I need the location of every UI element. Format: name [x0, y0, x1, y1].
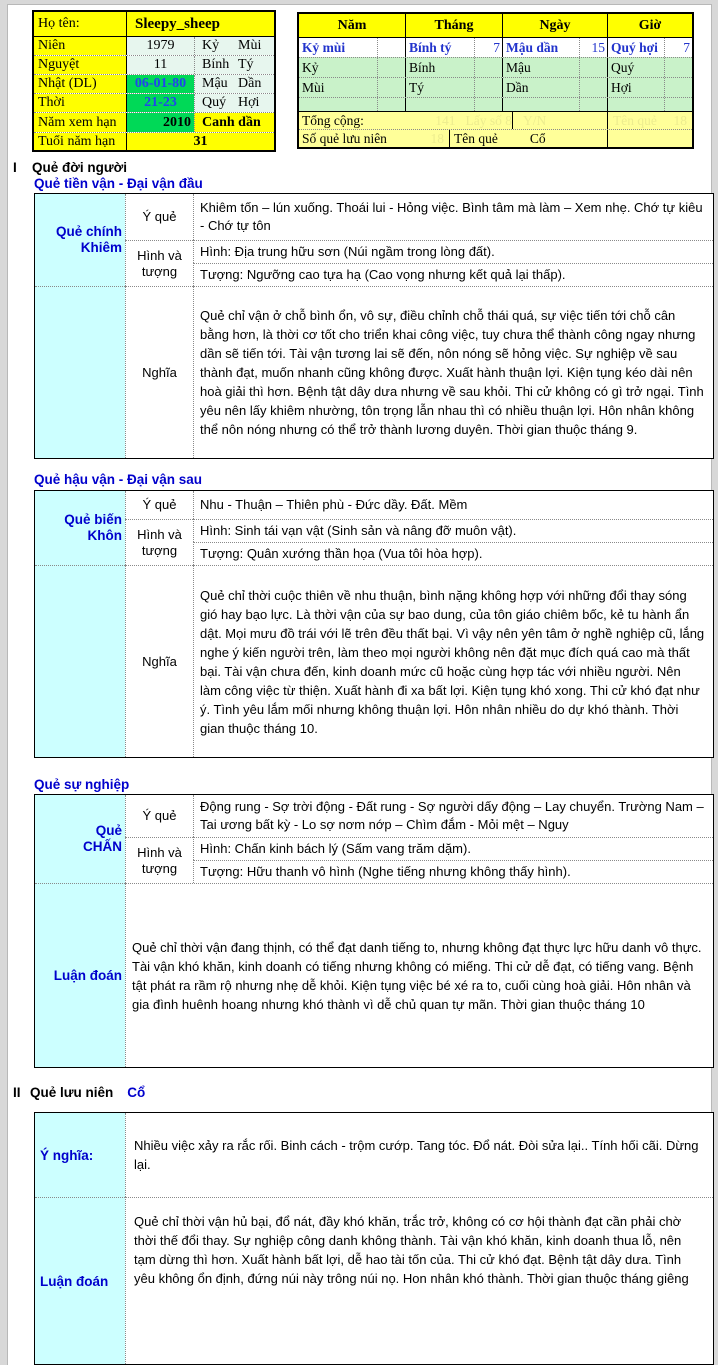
nam-xem-han-label: Năm xem hạn	[34, 113, 126, 132]
info-row-tuoi-nam-han	[34, 132, 274, 150]
nghia-label-1: Nghĩa	[125, 286, 193, 458]
so-que-faint-value: 18	[430, 130, 444, 146]
info-row-nhat	[34, 74, 274, 93]
section-ii-title: Quẻ lưu niên	[30, 1085, 114, 1100]
luan-doan-text-3: Quẻ chỉ thời vận đang thịnh, có thể đạt danh tiếng to, nhưng không đạt thực lực hữu danh vô thực. Tài vận khó khăn, kinh doanh có tiếng nhưng không có miếng. Thi cử dễ đạt, có tiếng vang. Bệnh tật phát ra rầm rộ nhưng nhẹ dễ khỏi. Kiện tụng việc bé xé ra to, cuối cùng hoà giải. Hôn nhân và gia đình huênh hoang nhưng khó thành vì dễ chủ quan tự mãn. Thời gian thuộc tháng 10	[125, 883, 713, 1067]
thoi-value: 21-23	[126, 94, 194, 112]
hinh-text-2: Hình: Sinh tái vạn vật (Sinh sản và nâng đỡ muôn vật).	[193, 519, 713, 542]
header-nam: Năm	[337, 17, 367, 33]
pillar-thang: Bính tý 7	[405, 38, 502, 57]
can-ngay: Mậu	[506, 59, 531, 75]
nien-label: Niên	[34, 37, 126, 55]
section-i-numeral: I	[13, 160, 17, 175]
hau-van-header: Quẻ hậu vận - Đại vận sau	[34, 472, 203, 487]
su-nghiep-table	[34, 794, 714, 1068]
hinh-text-1: Hình: Địa trung hữu sơn (Núi ngầm trong lòng đất).	[193, 240, 713, 263]
header-gio: Giờ	[607, 14, 692, 37]
tuoi-nam-han-value: 31	[126, 133, 274, 150]
que-bien-empty-cell	[35, 565, 125, 757]
totals-row	[299, 111, 692, 129]
tong-cong-faint-note: Lấy số 8	[465, 112, 512, 128]
que-chinh-empty-cell	[35, 286, 125, 458]
thoi-chi: Hợi	[238, 95, 260, 110]
chi-nam: Mùi	[302, 79, 325, 95]
nghia-text-1: Quẻ chỉ vận ở chỗ bình ổn, vô sự, điều chỉnh chỗ thái quá, sự việc tiến tới chỗ cân bằng hơn, là thời cơ tốt cho triển khai công việc, tuy chưa thể thành công ngay nhưng dần sẽ tiến tới. Tài vận tương lai sẽ đến, nôn nóng sẽ hỏng việc. Sự nghiệp về sau thành đạt, muốn nhanh cũng không được. Xuất hành thuận lợi. Kiện tụng kéo dài nên hoà giải thì hơn. Bệnh tật dây dưa nhưng về sau khỏi. Thi cử không có gì trở ngại. Tình yêu nên lấy khiêm nhường, tôn trọng lẫn nhau thì có nhiều thuận lợi. Hôn nhân không thể nôn nóng nhưng có thể trở thành lương duyên. Thời gian thuộc tháng 9.	[193, 286, 713, 458]
y-que-label-1: Ý quẻ	[125, 194, 193, 240]
pillars-name-row	[299, 37, 692, 57]
tong-cong-faint-sum: 141	[435, 112, 456, 128]
section-i-title: Quẻ đời người	[32, 160, 127, 175]
y-que-text-3: Động rung - Sợ trời động - Đất rung - Sợ người dấy động – Lay chuyển. Trường Nam – Tai ương bất kỳ - Lo sợ nơm nớp – Chìm đắm - Mỏi mệt – Nguy	[193, 795, 713, 837]
y-que-label-3: Ý quẻ	[125, 795, 193, 837]
thoi-can: Quý	[202, 95, 227, 110]
nghia-text-2: Quẻ chỉ thời cuộc thiên về nhu thuận, bình nặng không hợp với những đổi thay sóng gió hay bạo lực. Là thời vận của sự bao dung, của tôn giáo chiêm bốc, kẻ tu hành ẩn dật. Mọi mưu đồ trái với lẽ trên đều thất bại. Vì vậy nên yên tâm ở nghề nghiệp cũ, lắng nghe ý kiến người trên, làm theo mọi người không nên đặt mục đích quá cao mà thất bại. Tài vận chưa đến, kinh doanh mức cũ hoặc cùng hợp tác với nhiều người. Nên làm công việc từ thiện. Xuất hành đi xa bất lợi. Kiện tụng khó xong. Thi cử khó đạt như ý. Tình yêu lắm mối nhưng không thuận lợi. Hôn nhân nhiều do dự khó thành. Thời gian thuộc tháng 10.	[193, 565, 713, 757]
nguyet-chi: Tý	[238, 57, 254, 72]
tuong-text-1: Tượng: Ngưỡng cao tựa hạ (Cao vọng nhưng kết quả lại thấp).	[193, 263, 713, 286]
hinh-tuong-label-1: Hình và tượng	[125, 240, 193, 286]
que-bien-label: Quẻ biến Khôn	[35, 491, 125, 565]
ten-que-value: Cổ	[529, 130, 546, 146]
ho-ten-label: Họ tên:	[34, 12, 126, 36]
pillar-gio: Quý hợi 7	[607, 38, 692, 57]
nghia-label-2: Nghĩa	[125, 565, 193, 757]
nam-xem-han-value: 2010	[126, 113, 194, 132]
tong-cong-faint-flag: Y/N	[523, 112, 547, 128]
nien-value: 1979	[126, 37, 194, 55]
ten-que-label: Tên quẻ	[454, 130, 498, 146]
tien-van-table	[34, 193, 714, 459]
su-nghiep-header: Quẻ sự nghiệp	[34, 777, 130, 792]
pillars-empty-row	[299, 97, 692, 111]
can-thang: Bính	[409, 59, 436, 75]
hau-van-table	[34, 490, 714, 758]
nhat-can: Mậu	[202, 76, 228, 91]
tuong-text-2: Tượng: Quân xướng thần họa (Vua tôi hòa hợp).	[193, 542, 713, 565]
tong-cong-faint-tenque: Tên quẻ	[613, 112, 657, 128]
section-ii-title-line	[30, 1085, 145, 1100]
y-que-label-2: Ý quẻ	[125, 491, 193, 519]
y-nghia-text: Nhiều việc xảy ra rắc rối. Binh cách - trộm cướp. Tang tóc. Đổ nát. Đòi sửa lại.. Tính hối cãi. Dừng lại.	[125, 1113, 713, 1197]
pillar-ngay: Mậu dần 15	[502, 38, 607, 57]
nhat-canchi	[194, 75, 274, 93]
nguyet-canchi	[194, 56, 274, 74]
can-nam: Kỷ	[302, 59, 319, 75]
section-ii-que-name: Cổ	[127, 1085, 146, 1100]
tien-van-header: Quẻ tiền vận - Đại vận đầu	[34, 176, 203, 191]
chi-gio: Hợi	[611, 79, 632, 95]
tuoi-nam-han-label: Tuổi năm hạn	[34, 133, 126, 150]
thoi-canchi	[194, 94, 274, 112]
tuong-text-3: Tượng: Hữu thanh vô hình (Nghe tiếng nhưng không thấy hình).	[193, 860, 713, 883]
info-row-nguyet	[34, 55, 274, 74]
nhat-value: 06-01-80	[126, 75, 194, 93]
nien-chi: Mùi	[238, 38, 262, 53]
nien-can: Kỷ	[202, 38, 220, 53]
hinh-text-3: Hình: Chấn kinh bách lý (Sấm vang trăm dặm).	[193, 837, 713, 860]
nhat-chi: Dần	[238, 76, 262, 91]
luan-doan-text-ii: Quẻ chỉ thời vận hủ bại, đổ nát, đầy khó khăn, trắc trở, không có cơ hội thành đạt cần phải chờ thời thế đổi thay. Sự nghiệp công danh không thành. Tài vận khó khăn, kinh doanh thua lỗ, nên tạm dừng thì hơn. Xuất hành bất lợi, dễ hao tài tốn của. Thi cử khó đạt. Bệnh tật dây dưa. Tình yêu không ổn định, đứng núi này trông núi nọ. Hon nhân khó thành. Thời gian thuộc tháng giêng	[125, 1197, 713, 1364]
nguyet-can: Bính	[202, 57, 230, 72]
can-gio: Quý	[611, 59, 635, 75]
nhat-label: Nhật (DL)	[34, 75, 126, 93]
nguyet-label: Nguyệt	[34, 56, 126, 74]
que-chan-label: Quẻ CHẤN	[35, 795, 125, 883]
chi-ngay: Dần	[506, 79, 529, 95]
que-chinh-label: Quẻ chính Khiêm	[35, 194, 125, 286]
y-nghia-label: Ý nghĩa:	[35, 1113, 125, 1197]
tong-cong-label: Tổng cộng:	[302, 112, 364, 128]
pillars-can-row	[299, 57, 692, 77]
info-row-name	[34, 12, 274, 36]
luan-doan-label-3: Luận đoán	[35, 883, 125, 1067]
thoi-label: Thời	[34, 94, 126, 112]
pillars-table	[297, 12, 694, 149]
so-que-luu-nien-label: Số quẻ lưu niên	[302, 130, 387, 146]
pillars-chi-row	[299, 77, 692, 97]
luan-doan-label-ii: Luận đoán	[35, 1197, 125, 1364]
luu-nien-table	[34, 1112, 714, 1365]
header-thang: Tháng	[405, 14, 502, 37]
tong-cong-faint-num: 18	[673, 112, 687, 128]
luu-nien-row	[299, 129, 692, 147]
y-que-text-2: Nhu - Thuận – Thiên phù - Đức dầy. Đất. Mềm	[193, 491, 713, 519]
hinh-tuong-label-3: Hình và tượng	[125, 837, 193, 883]
nam-xem-han-canchi: Canh dần	[194, 113, 274, 132]
chi-thang: Tý	[409, 79, 424, 95]
info-row-thoi	[34, 93, 274, 112]
section-ii-numeral: II	[13, 1085, 21, 1100]
nien-canchi	[194, 37, 274, 55]
info-table	[32, 10, 276, 152]
pillar-nam: Kỷ mùi	[299, 38, 405, 57]
nguyet-value: 11	[126, 56, 194, 74]
pillars-header-row	[299, 14, 692, 37]
info-row-nam-xem-han	[34, 112, 274, 132]
ho-ten-value: Sleepy_sheep	[126, 12, 274, 36]
header-ngay: Ngày	[502, 14, 607, 37]
info-row-nien	[34, 36, 274, 55]
y-que-text-1: Khiêm tốn – lún xuống. Thoái lui - Hỏng việc. Bình tâm mà làm – Xem nhẹ. Chớ tự kiêu - Chớ tự tôn	[193, 194, 713, 240]
hinh-tuong-label-2: Hình và tượng	[125, 519, 193, 565]
